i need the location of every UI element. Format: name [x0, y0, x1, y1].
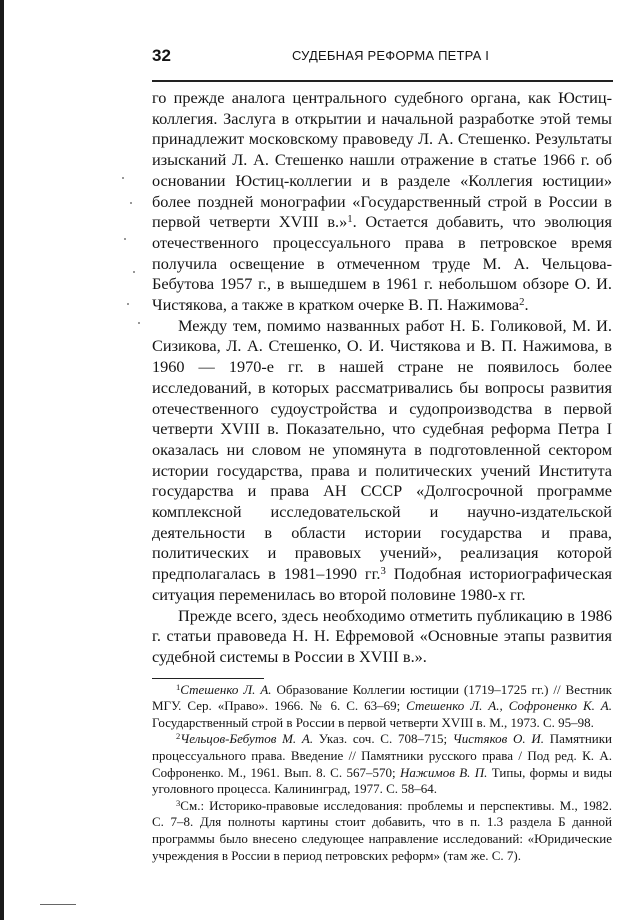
footnote-ref: 2 — [519, 296, 525, 309]
footnote-ref: 1 — [347, 213, 353, 226]
footnote-author: Чистяков О. И. — [452, 731, 545, 747]
footnote-3 — [152, 798, 612, 864]
text-run: . — [524, 295, 529, 315]
page-content — [152, 88, 612, 864]
scan-speck — [133, 271, 135, 273]
scan-speck — [124, 238, 126, 240]
footnote-number: 3 — [176, 797, 181, 808]
scan-speck — [127, 303, 129, 305]
footnote-ref: 3 — [380, 565, 386, 578]
footnote-1 — [152, 682, 612, 732]
scan-speck — [130, 202, 132, 204]
page-number: 32 — [152, 46, 171, 65]
footnote-author: Стешенко Л. А. — [180, 681, 272, 697]
text-run: го прежде аналога центрального судебного органа, как Юстиц-коллегия. Заслуга в открытии и начальной разработке этой темы принадлежит московскому правоведу Л. А. Стешенко. Результаты изысканий Л. А. Стешенко нашли отражение в статье 1966 г. об основании Юстиц-коллегии и в разделе «Коллегия юстиции» более поздней монографии «Государственный строй в России в первой четверти XVIII в.» — [152, 88, 612, 232]
footnote-number: 1 — [176, 681, 181, 692]
body-paragraph-1 — [152, 88, 612, 316]
footnote-author: Чельцов-Бебутов М. А. — [180, 731, 314, 747]
page-header — [152, 46, 612, 72]
footnote-text: См.: Историко-правовые исследования: проблемы и перспективы. М., 1982. С. 7–8. Для полноты картины стоит добавить, что в п. 1.3 раздела Б данной программы было внесено следующее направление исследований: «Юридические учреждения в России в период петровских реформ» (там же. С. 7). — [152, 797, 612, 863]
footnote-text: Образование Коллегии юстиции (1719–1725 гг.) // Вестник МГУ. Сер. «Право». 1966. № 6. С. 63–69; — [152, 681, 612, 714]
footnote-text: Памятники процессуального права. Введение // Памятники русского права / Под ред. К. А. Софроненко. М., 1961. Вып. 8. С. 567–570; — [152, 731, 613, 780]
footnote-separator — [152, 678, 264, 679]
scan-speck — [122, 177, 124, 179]
scan-speck — [138, 322, 140, 324]
text-run: Между тем, помимо названных работ Н. Б. Голиковой, М. И. Сизикова, Л. А. Стешенко, О. И. Чистякова и В. П. Нажимова, в 1960 — 1970-е гг. в нашей стране не появилось более исследований, в которых рассматривались бы вопросы развития отечественного судоустройства и судопроизводства в первой четверти XVIII в. Показательно, что судебная реформа Петра I оказалась ни словом не упомянута в подготовленной сектором истории государства, права и политических учений Института государства и права АН СССР «Долгосрочной программе комплексной исследовательской и научно-издательской деятельности в области истории государства и права, политических и правовых учений», реализация которой предполагалась в 1981–1990 гг. — [152, 315, 612, 584]
footnote-2 — [152, 731, 612, 797]
body-paragraph-2 — [152, 316, 612, 606]
footnote-author: Нажимов В. П. — [399, 764, 488, 780]
footnote-number: 2 — [176, 731, 181, 742]
scan-edge — [0, 0, 4, 920]
text-run: Подобная историографическая ситуация переменилась во второй половине 1980-х гг. — [152, 564, 612, 604]
text-run: . Остается добавить, что эволюция отечественного процессуального права в петровское время получила освещение в отмеченном труде М. А. Чельцова-Бебутова 1957 г., в вышедшем в 1961 г. небольшом обзоре О. И. Чистякова, а также в кратком очерке В. П. Нажимова — [152, 212, 612, 315]
running-title: СУДЕБНАЯ РЕФОРМА ПЕТРА I — [292, 48, 490, 63]
scan-mark — [40, 904, 76, 905]
header-rule — [152, 80, 613, 82]
footnote-text: Государственный строй в России в первой четверти XVIII в. М., 1973. С. 95–98. — [152, 714, 594, 730]
footnote-text: Типы, формы и виды уголовного процесса. Калининград, 1977. С. 58–64. — [152, 764, 613, 797]
footnote-text: Указ. соч. С. 708–715; — [313, 731, 453, 747]
body-paragraph-3: Прежде всего, здесь необходимо отметить публикацию в 1986 г. статьи правоведа Н. Н. Ефремовой «Основные этапы развития судебной системы в России в XVIII в.». — [152, 605, 612, 666]
footnote-author: Стешенко Л. А., Софроненко К. А. — [406, 698, 612, 714]
